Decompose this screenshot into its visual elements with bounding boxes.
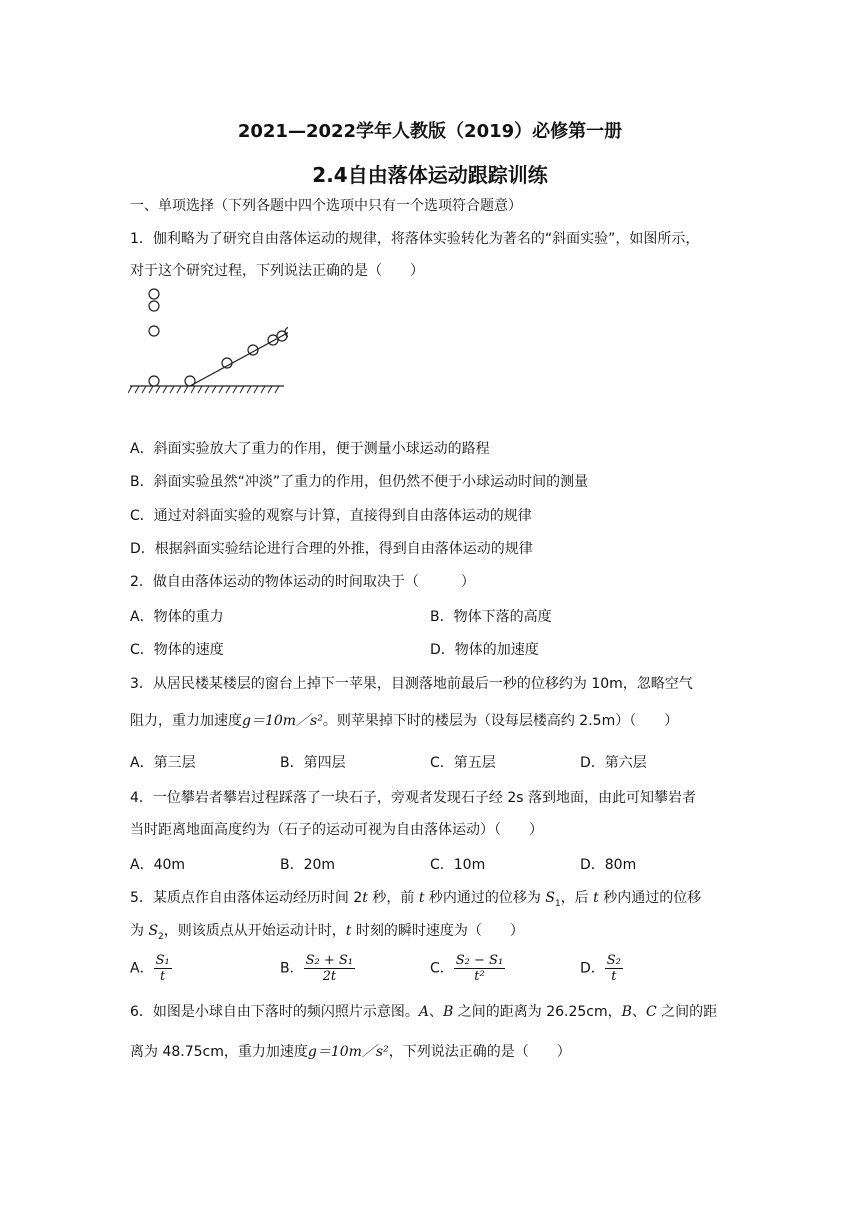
q5-text-1a: 5．某质点作自由落体运动经历时间 2 <box>130 890 363 906</box>
document-title: 2021—2022学年人教版（2019）必修第一册 <box>237 121 623 142</box>
q5-option-a <box>130 953 172 984</box>
q3-option-c: C．第五层 <box>430 755 496 771</box>
q5-var-t-4: t <box>345 923 352 939</box>
incline-line <box>190 330 288 386</box>
q1-option-a: A．斜面实验放大了重力的作用，便于测量小球运动的路程 <box>130 441 490 457</box>
ground-hatching <box>128 386 279 393</box>
q6-text-1g: 、 <box>631 1004 646 1020</box>
q4-option-a: A．40m <box>130 857 186 873</box>
q4-option-b: B．20m <box>280 857 336 873</box>
q5-text-1d: ，后 <box>560 890 594 906</box>
q5-b-denominator: 2t <box>322 969 337 984</box>
q3-text-a: 阻力，重力加速度 <box>130 713 242 729</box>
document-subtitle: 2.4自由落体运动跟踪训练 <box>312 163 548 187</box>
q3-stem-line2 <box>130 711 678 731</box>
q5-c-fraction <box>454 953 505 984</box>
q2-stem: 2．做自由落体运动的物体运动的时间取决于（ ） <box>130 574 475 590</box>
section-heading: 一、单项选择（下列各题中四个选项中只有一个选项符合题意） <box>130 198 522 214</box>
q5-option-c <box>430 953 505 984</box>
q5-b-numerator: S₂ + S₁ <box>305 953 354 968</box>
q4-stem-line1: 4．一位攀岩者攀岩过程踩落了一块石子，旁观者发现石子经 2s 落到地面，由此可知攀岩者 <box>130 790 697 806</box>
q1-option-b: B．斜面实验虽然“冲淡”了重力的作用，但仍然不便于小球运动时间的测量 <box>130 474 589 490</box>
q3-option-d: D．第六层 <box>580 755 647 771</box>
q6-text-1i: 之间的距 <box>656 1004 718 1020</box>
q2-option-b: B．物体下落的高度 <box>430 609 552 625</box>
q2-option-d: D．物体的加速度 <box>430 642 539 658</box>
inclined-plane-figure <box>128 286 288 396</box>
q4-option-c: C．10m <box>430 857 486 873</box>
q5-a-label: A． <box>130 960 154 977</box>
q3-formula: g＝10m／s² <box>242 713 323 729</box>
q2-option-a: A．物体的重力 <box>130 609 224 625</box>
q6-text-2b: ，下列说法正确的是（ ） <box>388 1044 571 1060</box>
q5-text-1e: 秒内通过的位移 <box>598 890 702 906</box>
q6-text-1e: 之间的距离为 26.25cm， <box>453 1004 622 1020</box>
q5-option-d <box>580 953 623 984</box>
q5-var-t-2: t <box>418 890 425 906</box>
falling-ball-4 <box>149 376 159 386</box>
q5-a-numerator: S₁ <box>155 953 170 968</box>
q4-stem-line2: 当时距离地面高度约为（石子的运动可视为自由落体运动）（ ） <box>130 822 543 838</box>
q3-option-a: A．第三层 <box>130 755 196 771</box>
q5-option-b <box>280 953 355 984</box>
q5-d-denominator: t <box>611 969 617 984</box>
q6-text-2a: 离为 48.75cm，重力加速度 <box>130 1044 308 1060</box>
q1-stem-line2: 对于这个研究过程，下列说法正确的是（ ） <box>130 263 424 279</box>
rolling-ball-1 <box>185 376 195 386</box>
q5-text-1c: 秒内通过的位移为 <box>424 890 546 906</box>
q6-point-b: B <box>443 1004 454 1020</box>
q5-b-label: B． <box>280 960 304 977</box>
q5-var-s2: S <box>148 923 159 939</box>
q5-a-denominator: t <box>160 969 166 984</box>
q6-stem-line1 <box>130 1002 717 1022</box>
q5-b-fraction <box>304 953 355 984</box>
q5-var-t-3: t <box>593 890 599 906</box>
q6-text-1c: 、 <box>429 1004 444 1020</box>
q5-text-2c: 时刻的瞬时速度为（ ） <box>351 923 524 939</box>
q6-point-b-2: B <box>621 1004 632 1020</box>
falling-ball-2 <box>149 301 159 311</box>
q5-c-denominator: t² <box>474 969 485 984</box>
q5-c-numerator: S₂ − S₁ <box>455 953 504 968</box>
q6-stem-line2 <box>130 1042 571 1062</box>
q2-option-c: C．物体的速度 <box>130 642 224 658</box>
q5-d-label: D． <box>580 960 605 977</box>
q5-text-1b: 秒，前 <box>367 890 419 906</box>
q5-var-t-1: t <box>362 890 368 906</box>
q5-a-fraction <box>154 953 172 984</box>
q5-text-2b: ，则该质点从开始运动计时， <box>163 923 346 939</box>
q3-text-b: 。则苹果掉下时的楼层为（设每层楼高约 2.5m）（ ） <box>322 713 679 729</box>
q5-stem-line1 <box>130 888 701 914</box>
falling-ball-1 <box>149 289 159 299</box>
q5-d-numerator: S₂ <box>606 953 621 968</box>
q5-sub-1: 1 <box>554 898 561 909</box>
q6-text-1a: 6．如图是小球自由下落时的频闪照片示意图。 <box>130 1004 419 1020</box>
q5-text-2a: 为 <box>130 923 149 939</box>
q3-stem-line1: 3．从居民楼某楼层的窗台上掉下一苹果，目测落地前最后一秒的位移约为 10m，忽略空气 <box>130 676 693 692</box>
q5-d-fraction <box>605 953 623 984</box>
q5-var-s1: S <box>545 890 555 906</box>
q1-stem-line1: 1．伽利略为了研究自由落体运动的规律，将落体实验转化为著名的“斜面实验”，如图所示， <box>130 231 700 247</box>
q6-point-a: A <box>418 1004 430 1020</box>
q5-c-label: C． <box>430 960 454 977</box>
q1-option-c: C．通过对斜面实验的观察与计算，直接得到自由落体运动的规律 <box>130 508 532 524</box>
q5-sub-2: 2 <box>158 931 164 942</box>
q1-option-d: D．根据斜面实验结论进行合理的外推，得到自由落体运动的规律 <box>130 541 533 557</box>
falling-ball-3 <box>149 326 159 336</box>
q6-point-c: C <box>645 1004 657 1020</box>
q3-option-b: B．第四层 <box>280 755 346 771</box>
q6-formula: g＝10m／s² <box>307 1044 389 1060</box>
q5-stem-line2 <box>130 921 524 947</box>
q4-option-d: D．80m <box>580 857 637 873</box>
